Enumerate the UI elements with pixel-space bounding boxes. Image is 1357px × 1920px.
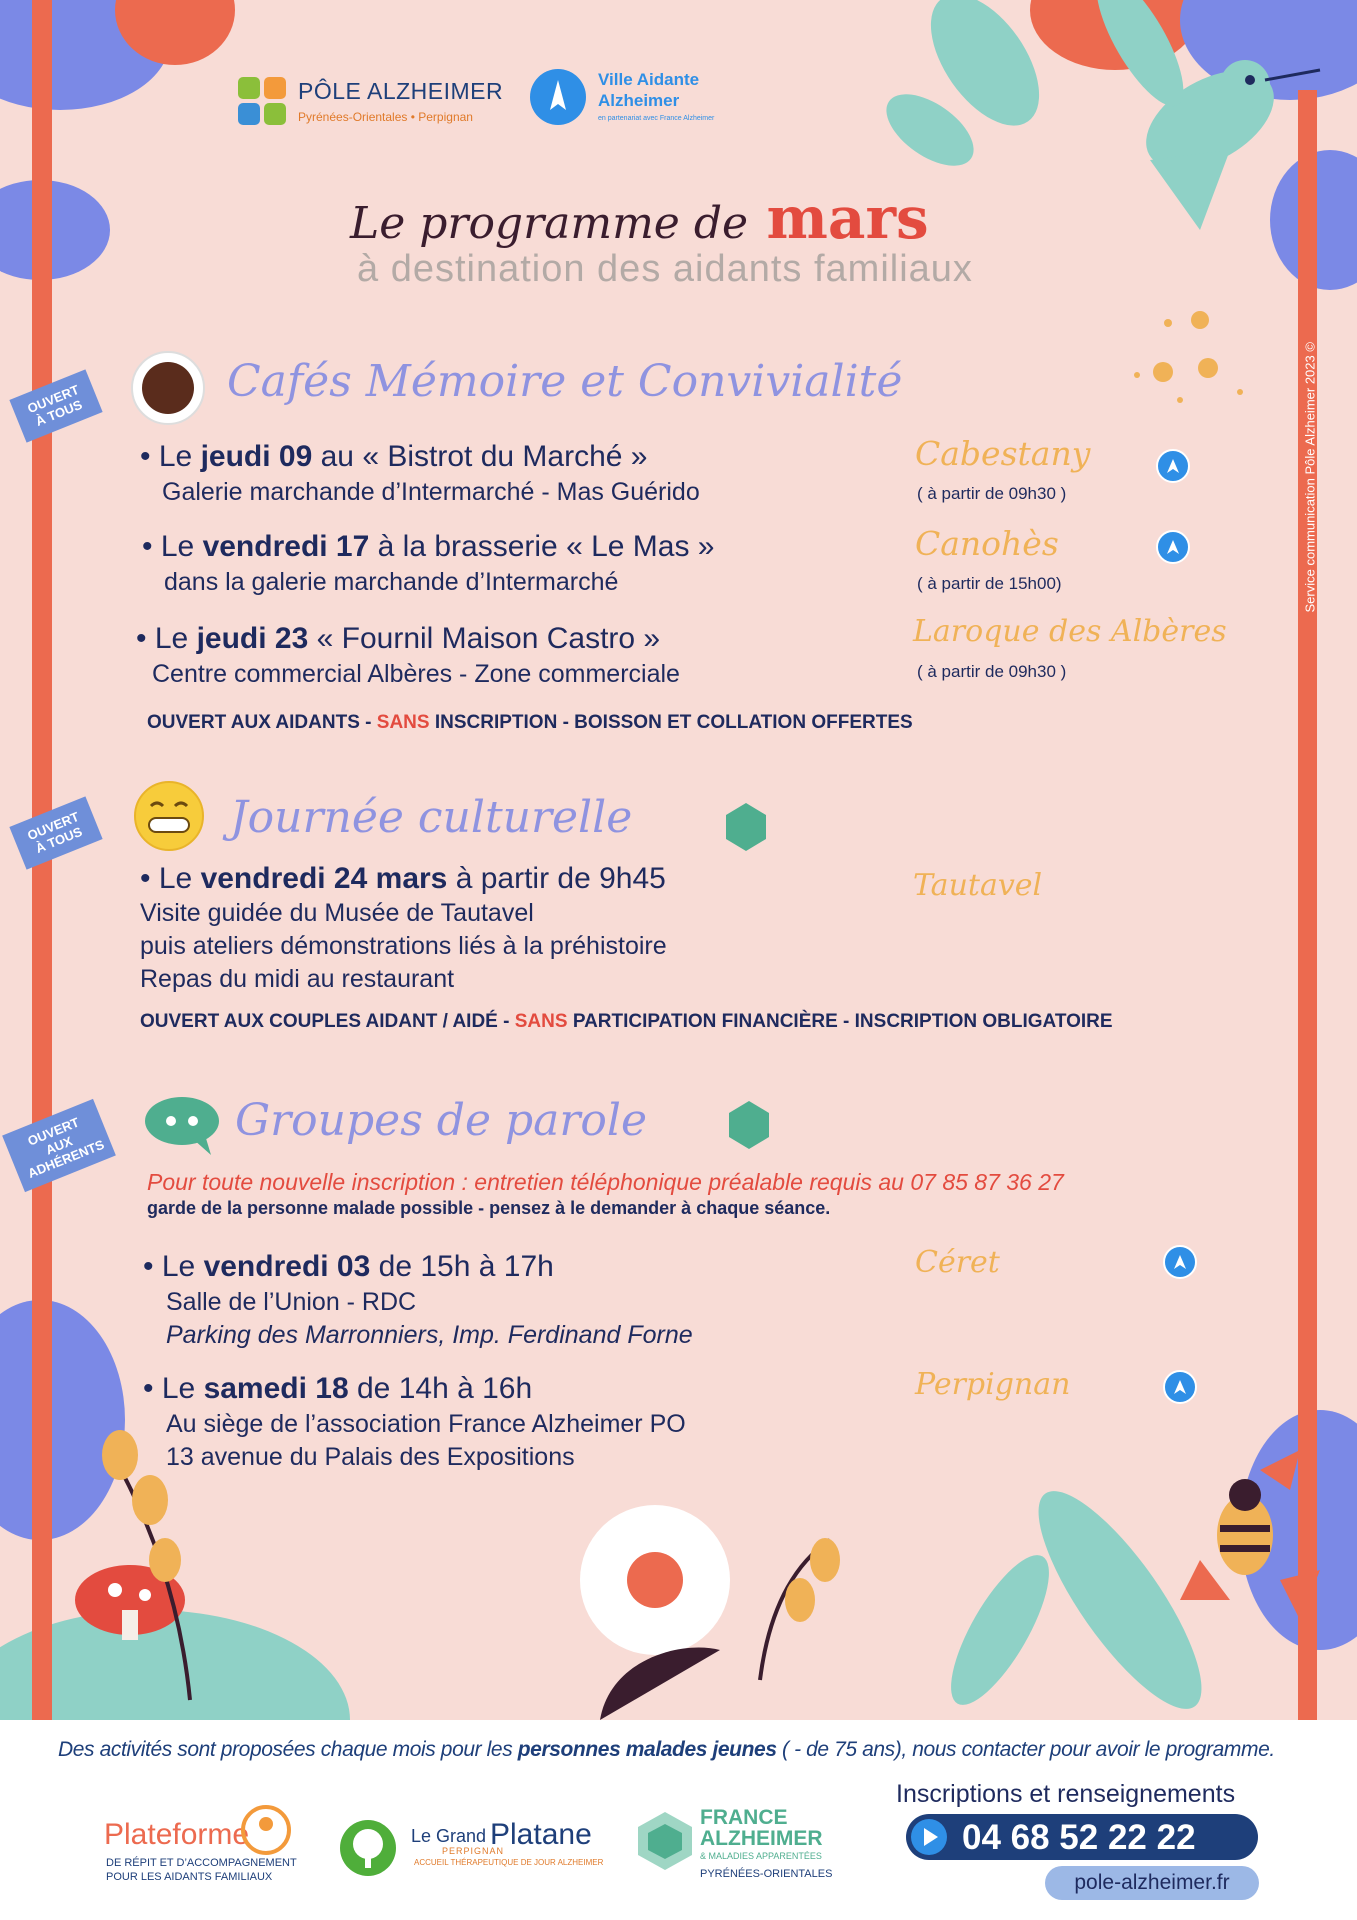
left-leaf: [0, 180, 110, 280]
tree-logo-icon: [338, 1818, 398, 1878]
plateforme-logo-sub2: POUR LES AIDANTS FAMILIAUX: [106, 1871, 273, 1883]
cafe-event-1-location: Galerie marchande d’Intermarché - Mas Guérido: [162, 478, 700, 506]
plateforme-logo-icon: [240, 1804, 292, 1856]
culture-line-2: puis ateliers démonstrations liés à la préhistoire: [140, 932, 667, 960]
fa-logo-line3: & MALADIES APPARENTÉES: [700, 1851, 822, 1861]
cafes-conditions-note: OUVERT AUX AIDANTS - SANS INSCRIPTION - BOISSON ET COLLATION OFFERTES: [147, 712, 913, 733]
cafe-event-3-location: Centre commercial Albères - Zone commerciale: [152, 660, 680, 688]
platane-logo-small: Le Grand: [411, 1826, 487, 1846]
culture-city: Tautavel: [913, 868, 1043, 903]
culture-line-3: Repas du midi au restaurant: [140, 965, 455, 993]
bottom-left-leaf: [0, 1610, 350, 1720]
cafe-event-3-title: • Le jeudi 23 « Fournil Maison Castro »: [136, 622, 661, 655]
bottom-left-petal: [0, 1300, 125, 1540]
cafe-event-2-location: dans la galerie marchande d’Intermarché: [164, 568, 619, 596]
culture-section-title: Journée culturelle: [230, 792, 633, 843]
groupe-event-1-address: Parking des Marronniers, Imp. Ferdinand Forne: [166, 1321, 693, 1349]
hexagon-decoration-2: [729, 1101, 769, 1149]
groupe-event-2-location: Au siège de l’association France Alzheimer PO: [166, 1410, 686, 1438]
pole-logo-name: PÔLE ALZHEIMER: [298, 78, 504, 104]
platane-logo-big: Platane: [490, 1818, 592, 1851]
page-subtitle: à destination des aidants familiaux: [357, 248, 973, 290]
groupes-childcare-note: garde de la personne malade possible - pensez à le demander à chaque séance.: [147, 1198, 831, 1218]
cafe-event-2-title: • Le vendredi 17 à la brasserie « Le Mas »: [142, 530, 715, 563]
speech-bubble-icon: [143, 1095, 221, 1157]
title-prefix: Le programme de: [350, 198, 749, 249]
cafe-event-1-city: Cabestany: [915, 434, 1091, 473]
ville-aidante-logo: [529, 68, 587, 131]
culture-conditions-note: OUVERT AUX COUPLES AIDANT / AIDÉ - SANS PARTICIPATION FINANCIÈRE - INSCRIPTION OBLIGATOIRE: [140, 1011, 1113, 1032]
platane-logo-city: PERPIGNAN: [442, 1846, 505, 1856]
ville-logo-line3: en partenariat avec France Alzheimer: [598, 115, 715, 122]
plateforme-logo-title: Plateforme: [104, 1818, 250, 1851]
cafes-section-title: Cafés Mémoire et Convivialité: [227, 356, 903, 407]
groupes-intro-note: Pour toute nouvelle inscription : entretien téléphonique préalable requis au 07 85 87 36 27: [147, 1169, 1064, 1195]
phone-pill[interactable]: [906, 1814, 1258, 1860]
play-icon: [910, 1818, 948, 1856]
platane-logo-sub: ACCUEIL THÉRAPEUTIQUE DE JOUR ALZHEIMER: [414, 1858, 604, 1867]
daisy-illustration: [580, 1505, 730, 1720]
footer: [0, 1720, 1357, 1920]
side-credit: Service communication Pôle Alzheimer 2023 ©: [1302, 342, 1318, 613]
cafe-event-1-title: • Le jeudi 09 au « Bistrot du Marché »: [140, 440, 648, 473]
cafe-event-3-time: ( à partir de 09h30 ): [917, 662, 1067, 681]
culture-audience-tag: OUVERT À TOUS: [9, 796, 102, 869]
map-pin-icon[interactable]: [1163, 1245, 1197, 1279]
contact-title: Inscriptions et renseignements: [896, 1780, 1236, 1808]
page-title: [350, 184, 929, 252]
smiley-icon: [133, 780, 205, 852]
groupe-event-2-address: 13 avenue du Palais des Expositions: [166, 1443, 575, 1471]
title-month: mars: [766, 184, 929, 252]
france-alzheimer-logo-icon: [634, 1810, 696, 1872]
culture-line-1: Visite guidée du Musée de Tautavel: [140, 899, 534, 927]
groupe-event-1-city: Céret: [915, 1245, 1000, 1280]
cafe-event-1-time: ( à partir de 09h30 ): [917, 484, 1067, 503]
hexagon-decoration-1: [726, 803, 766, 851]
compass-icon: [529, 68, 587, 126]
pole-logo-subtitle: Pyrénées-Orientales • Perpignan: [298, 110, 473, 124]
coffee-cup-icon: [130, 350, 206, 426]
groupe-event-2-title: • Le samedi 18 de 14h à 16h: [143, 1372, 533, 1405]
phone-number[interactable]: 04 68 52 22 22: [962, 1818, 1196, 1857]
footer-banner: Des activités sont proposées chaque mois pour les personnes malades jeunes ( - de 75 ans), nous contacter pour avoir le programme.: [58, 1738, 1275, 1761]
groupe-event-2-city: Perpignan: [915, 1367, 1071, 1402]
groupes-audience-tag: OUVERT AUX ADHÉRENTS: [2, 1099, 116, 1192]
pole-alzheimer-logo: [238, 77, 288, 132]
map-pin-icon[interactable]: [1163, 1370, 1197, 1404]
right-border-bar: [1298, 90, 1317, 1720]
cafe-event-2-city: Canohès: [915, 524, 1059, 563]
cafes-audience-tag: OUVERT À TOUS: [9, 369, 102, 442]
website-link[interactable]: pole-alzheimer.fr: [1045, 1866, 1259, 1900]
fa-logo-line4: PYRÉNÉES-ORIENTALES: [700, 1868, 833, 1880]
map-pin-icon[interactable]: [1156, 449, 1190, 483]
fa-logo-line1: FRANCE: [700, 1806, 788, 1829]
groupe-event-1-location: Salle de l’Union - RDC: [166, 1288, 417, 1316]
map-pin-icon[interactable]: [1156, 530, 1190, 564]
groupe-event-1-title: • Le vendredi 03 de 15h à 17h: [143, 1250, 554, 1283]
plateforme-logo-sub1: DE RÉPIT ET D’ACCOMPAGNEMENT: [106, 1857, 297, 1869]
pole-alzheimer-logo-icon: [238, 77, 288, 127]
ville-logo-line2: Alzheimer: [598, 91, 680, 110]
cafe-event-3-city: Laroque des Albères: [913, 614, 1227, 649]
cafe-event-2-time: ( à partir de 15h00): [917, 574, 1062, 593]
ville-logo-line1: Ville Aidante: [598, 70, 700, 89]
culture-event-title: • Le vendredi 24 mars à partir de 9h45: [140, 862, 666, 895]
groupes-section-title: Groupes de parole: [235, 1095, 648, 1146]
fa-logo-line2: ALZHEIMER: [700, 1827, 823, 1850]
